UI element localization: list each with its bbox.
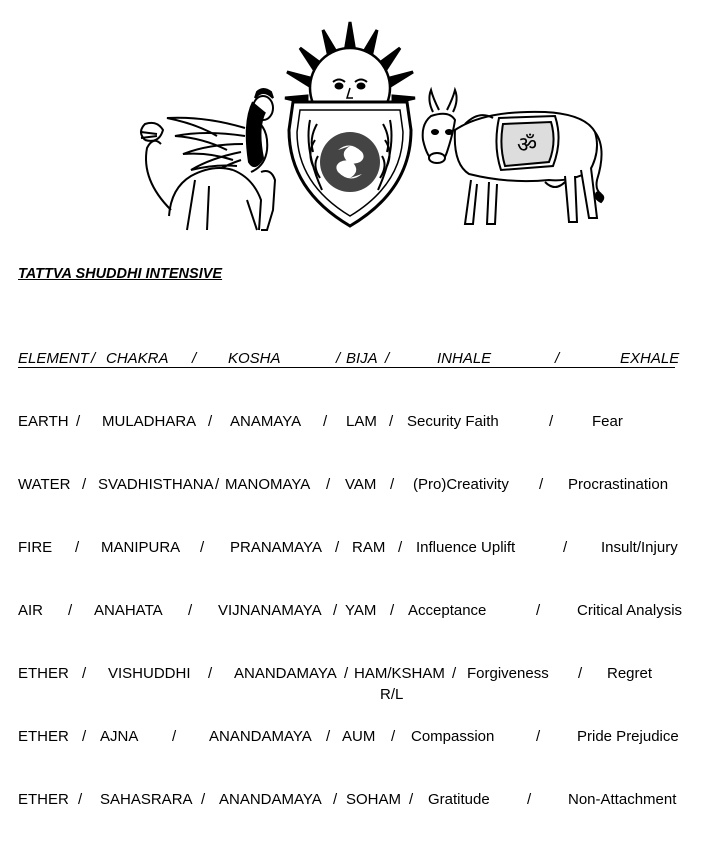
cell-separator: / [390, 476, 395, 493]
cell-separator: / [323, 413, 328, 430]
sun-sphinx-shield-cow-emblem [135, 20, 605, 232]
header-separator: / [336, 350, 341, 367]
cell-separator: / [333, 791, 338, 808]
cell-kosha: ANAMAYA [230, 413, 302, 430]
cell-chakra: SVADHISTHANA [98, 476, 214, 493]
cell-separator: / [172, 728, 177, 745]
cell-separator: / [82, 476, 87, 493]
cell-separator: / [200, 539, 205, 556]
cell-separator: / [390, 602, 395, 619]
cell-separator: / [389, 413, 394, 430]
cell-separator: / [409, 791, 414, 808]
cell-kosha: VIJNANAMAYA [218, 602, 322, 619]
table-row [0, 602, 713, 622]
header-kosha: KOSHA [228, 350, 281, 367]
cell-chakra: MULADHARA [102, 413, 197, 430]
cell-exhale: Procrastination [568, 476, 669, 493]
cell-bija: VAM [345, 476, 377, 493]
header-bija: BIJA [346, 350, 378, 367]
cell-chakra: AJNA [100, 728, 139, 745]
header-separator: / [91, 350, 96, 367]
cell-kosha: PRANAMAYA [230, 539, 322, 556]
cell-separator: / [208, 413, 213, 430]
document-title: TATTVA SHUDDHI INTENSIVE [18, 266, 223, 282]
cell-separator: / [527, 791, 532, 808]
table-row [0, 539, 713, 559]
cell-exhale: Critical Analysis [577, 602, 683, 619]
cell-separator: / [536, 602, 541, 619]
cell-separator: / [578, 665, 583, 682]
cell-chakra: MANIPURA [101, 539, 181, 556]
header-exhale: EXHALE [620, 350, 680, 367]
cell-exhale: Insult/Injury [601, 539, 678, 556]
table-row [0, 728, 713, 748]
cell-separator: / [326, 476, 331, 493]
cell-inhale: Gratitude [428, 791, 490, 808]
cell-separator: / [188, 602, 193, 619]
cell-inhale: (Pro)Creativity [413, 476, 509, 493]
table-row [0, 413, 713, 433]
header-separator: / [385, 350, 390, 367]
header-element: ELEMENT [18, 350, 89, 367]
cell-separator: / [452, 665, 457, 682]
cell-separator: / [326, 728, 331, 745]
cell-bija: SOHAM [346, 791, 402, 808]
cell-chakra: SAHASRARA [100, 791, 193, 808]
cell-separator: / [208, 665, 213, 682]
cell-inhale: Forgiveness [467, 665, 549, 682]
shield-icon [289, 102, 411, 226]
cell-separator: / [549, 413, 554, 430]
cell-bija: YAM [345, 602, 377, 619]
cell-element: WATER [18, 476, 71, 493]
cell-exhale: Regret [607, 665, 653, 682]
cell-kosha: MANOMAYA [225, 476, 311, 493]
cell-inhale: Acceptance [408, 602, 487, 619]
cell-separator: / [78, 791, 83, 808]
cell-separator: / [398, 539, 403, 556]
cell-chakra: VISHUDDHI [108, 665, 191, 682]
cell-separator: / [333, 602, 338, 619]
cell-separator: / [215, 476, 220, 493]
header-separator: / [192, 350, 197, 367]
cell-inhale: Compassion [411, 728, 495, 745]
cell-inhale: Security Faith [407, 413, 499, 430]
cell-element: ETHER [18, 791, 69, 808]
cell-element: EARTH [18, 413, 69, 430]
header-separator: / [555, 350, 560, 367]
header-chakra: CHAKRA [106, 350, 169, 367]
cell-element: ETHER [18, 665, 69, 682]
cell-bija: AUM [342, 728, 376, 745]
cell-separator: / [201, 791, 206, 808]
cell-separator: / [391, 728, 396, 745]
cell-separator: / [82, 665, 87, 682]
cell-chakra: ANAHATA [94, 602, 163, 619]
table-row [0, 665, 713, 685]
cell-element: AIR [18, 602, 44, 619]
cell-bija: RAM [352, 539, 386, 556]
cell-separator: / [82, 728, 87, 745]
cell-bija: LAM [346, 413, 377, 430]
cell-separator: / [68, 602, 73, 619]
cell-element: FIRE [18, 539, 53, 556]
cell-separator: / [335, 539, 340, 556]
cell-bija: HAM/KSHAM [354, 665, 445, 682]
cell-exhale: Fear [592, 413, 623, 430]
cell-separator: / [536, 728, 541, 745]
table-row [0, 476, 713, 496]
cell-kosha: ANANDAMAYA [219, 791, 322, 808]
cell-exhale: Non-Attachment [568, 791, 677, 808]
table-header [0, 350, 713, 370]
cell-bija-continuation: R/L [380, 686, 404, 703]
winged-sphinx-icon [141, 89, 275, 230]
cell-kosha: ANANDAMAYA [234, 665, 337, 682]
cell-separator: / [344, 665, 349, 682]
cell-separator: / [539, 476, 544, 493]
cell-kosha: ANANDAMAYA [209, 728, 312, 745]
header-underline [18, 367, 675, 368]
cell-separator: / [75, 539, 80, 556]
table-row [0, 791, 713, 811]
cow-icon [423, 90, 604, 224]
cell-inhale: Influence Uplift [416, 539, 516, 556]
cell-separator: / [563, 539, 568, 556]
cell-exhale: Pride Prejudice [577, 728, 679, 745]
om-symbol: ॐ [516, 133, 538, 158]
header-inhale: INHALE [437, 350, 492, 367]
cell-element: ETHER [18, 728, 69, 745]
cell-separator: / [76, 413, 81, 430]
